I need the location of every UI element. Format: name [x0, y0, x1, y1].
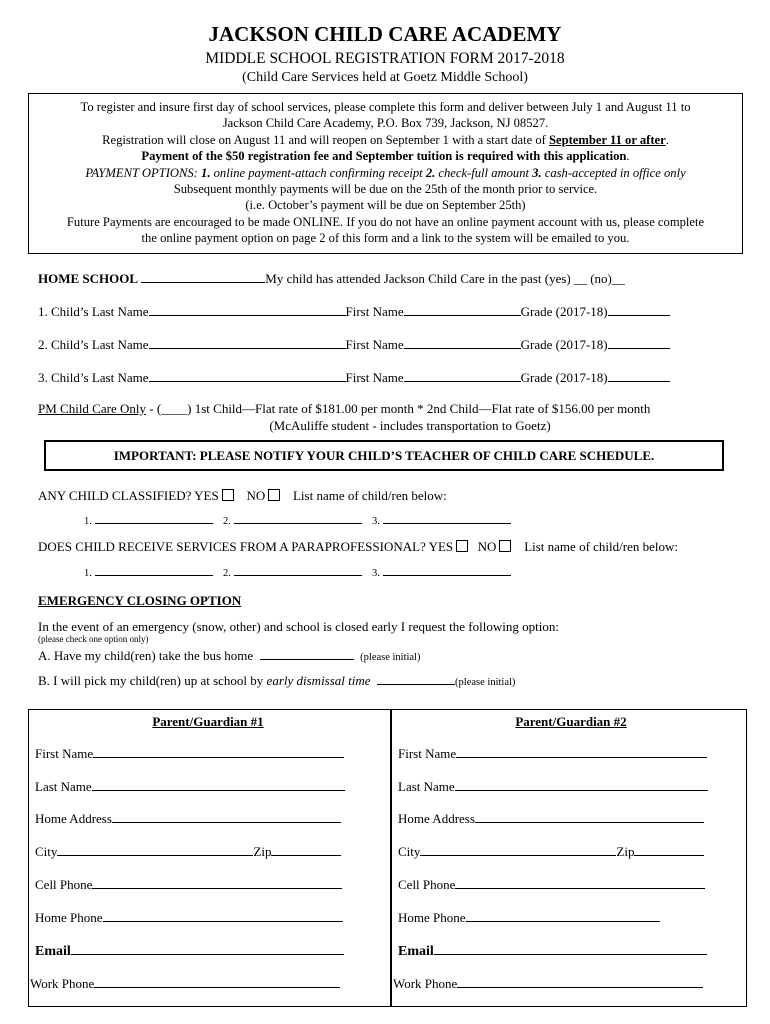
child-grade-field[interactable] — [608, 369, 670, 382]
attended-question: My child has attended Jackson Child Care in the past (yes) __ (no)__ — [265, 271, 625, 286]
classified-names-row: 1. 2. 3. — [84, 513, 511, 527]
option-a-initial-field[interactable] — [260, 647, 354, 660]
guardian-1-work: Work Phone — [30, 975, 340, 992]
guardian-2-home-phone: Home Phone — [398, 909, 660, 926]
child-row: 2. Child’s Last Name First Name Grade (2017-18) — [38, 336, 670, 353]
city-field[interactable] — [420, 843, 616, 856]
city-field[interactable] — [57, 843, 253, 856]
guardian-1-email: Email — [35, 942, 344, 960]
home-school-field[interactable] — [141, 270, 265, 283]
child-first-name-field[interactable] — [404, 369, 521, 382]
child-last-name-field[interactable] — [149, 369, 346, 382]
guardian-1-address: Home Address — [35, 810, 341, 827]
pm-note: (McAuliffe student - includes transportation to Goetz) — [269, 418, 551, 433]
last-name-field[interactable] — [455, 778, 708, 791]
zip-field[interactable] — [634, 843, 704, 856]
guardian-2-cell: Cell Phone — [398, 876, 705, 893]
guardian-1-column — [29, 710, 387, 1006]
option-b-initial-field[interactable] — [377, 672, 455, 685]
home-phone-field[interactable] — [466, 909, 660, 922]
guardian-2-work: Work Phone — [393, 975, 703, 992]
work-phone-field[interactable] — [457, 975, 703, 988]
classified-yes-checkbox[interactable] — [222, 489, 234, 501]
email-field[interactable] — [71, 942, 344, 955]
info-line: (i.e. October’s payment will be due on September 25th) — [245, 198, 526, 213]
paraprofessional-row: DOES CHILD RECEIVE SERVICES FROM A PARAPROFESSIONAL? YES NO List name of child/ren below: — [38, 539, 678, 554]
classified-no-checkbox[interactable] — [268, 489, 280, 501]
guardian-table — [28, 709, 747, 1007]
emergency-option-b: B. I will pick my child(ren) up at school by early dismissal time (please initial) — [38, 673, 516, 688]
para-name-field[interactable] — [234, 565, 362, 576]
home-address-field[interactable] — [112, 810, 341, 823]
cell-phone-field[interactable] — [455, 876, 705, 889]
registration-info-box — [28, 93, 743, 254]
pm-child-care-row — [38, 401, 650, 417]
guardian-2-email: Email — [398, 942, 707, 960]
para-yes-checkbox[interactable] — [456, 540, 468, 552]
classified-name-field[interactable] — [95, 513, 213, 524]
emergency-check-note: (please check one option only) — [38, 634, 149, 644]
classified-name-field[interactable] — [234, 513, 362, 524]
para-no-checkbox[interactable] — [499, 540, 511, 552]
important-notice: IMPORTANT: PLEASE NOTIFY YOUR CHILD’S TEACHER OF CHILD CARE SCHEDULE. — [44, 440, 724, 471]
child-row: 1. Child’s Last Name First Name Grade (2017-18) — [38, 303, 670, 320]
guardian-2-heading: Parent/Guardian #2 — [515, 714, 627, 729]
para-names-row: 1. 2. 3. — [84, 565, 511, 579]
guardian-2-city-zip: City Zip — [398, 843, 704, 860]
child-row: 3. Child’s Last Name First Name Grade (2017-18) — [38, 369, 670, 386]
guardian-2-last-name: Last Name — [398, 778, 708, 795]
child-first-name-field[interactable] — [404, 303, 521, 316]
info-line: the online payment option on page 2 of this form and a link to the system will be emailed to you. — [141, 231, 630, 246]
pm-label: PM Child Care Only — [38, 401, 146, 416]
last-name-field[interactable] — [92, 778, 345, 791]
child-grade-field[interactable] — [608, 303, 670, 316]
info-line: To register and insure first day of school services, please complete this form and deliver between July 1 and August 11 to — [80, 100, 691, 114]
emergency-option-a: A. Have my child(ren) take the bus home (please initial) — [38, 648, 421, 663]
classified-name-field[interactable] — [383, 513, 511, 524]
home-school-row — [38, 270, 625, 287]
guardian-2-address: Home Address — [398, 810, 704, 827]
cell-phone-field[interactable] — [92, 876, 342, 889]
para-name-field[interactable] — [95, 565, 213, 576]
work-phone-field[interactable] — [94, 975, 340, 988]
form-subtitle: MIDDLE SCHOOL REGISTRATION FORM 2017-2018 — [205, 50, 565, 67]
emergency-heading: EMERGENCY CLOSING OPTION — [38, 593, 242, 608]
child-last-name-field[interactable] — [149, 336, 346, 349]
child-last-name-field[interactable] — [149, 303, 346, 316]
start-date: September 11 or after — [549, 132, 666, 147]
info-line: Subsequent monthly payments will be due on the 25th of the month prior to service. — [173, 182, 598, 197]
child-first-name-field[interactable] — [404, 336, 521, 349]
first-name-field[interactable] — [456, 745, 707, 758]
info-line: Registration will close on August 11 and will reopen on September 1 with a start date of September 11 or after. — [102, 132, 669, 147]
zip-field[interactable] — [271, 843, 341, 856]
info-line: Future Payments are encouraged to be made ONLINE. If you do not have an online payment account with us, please complete — [66, 214, 705, 229]
payment-required: Payment of the $50 registration fee and September tuition is required with this application. — [141, 149, 630, 164]
para-name-field[interactable] — [383, 565, 511, 576]
guardian-1-heading: Parent/Guardian #1 — [152, 714, 264, 729]
form-location-note: (Child Care Services held at Goetz Middle School) — [242, 70, 528, 85]
first-name-field[interactable] — [93, 745, 344, 758]
home-address-field[interactable] — [475, 810, 704, 823]
guardian-2-column — [392, 710, 750, 1006]
child-grade-field[interactable] — [608, 336, 670, 349]
guardian-1-cell: Cell Phone — [35, 876, 342, 893]
guardian-1-first-name: First Name — [35, 745, 344, 762]
guardian-2-first-name: First Name — [398, 745, 707, 762]
pm-rates: - (____) 1st Child—Flat rate of $181.00 per month * 2nd Child—Flat rate of $156.00 per month — [145, 401, 651, 416]
guardian-1-home-phone: Home Phone — [35, 909, 343, 926]
emergency-intro: In the event of an emergency (snow, other) and school is closed early I request the following option: — [38, 619, 559, 634]
form-title: JACKSON CHILD CARE ACADEMY — [208, 22, 562, 46]
home-school-label: HOME SCHOOL — [38, 271, 139, 286]
email-field[interactable] — [434, 942, 707, 955]
guardian-1-city-zip: City Zip — [35, 843, 341, 860]
home-phone-field[interactable] — [103, 909, 343, 922]
payment-options: PAYMENT OPTIONS: 1. online payment-attach confirming receipt 2. check-full amount 3. cash-accepted in office only — [85, 165, 686, 180]
guardian-1-last-name: Last Name — [35, 778, 345, 795]
info-line: Jackson Child Care Academy, P.O. Box 739, Jackson, NJ 08527. — [222, 116, 549, 131]
classified-row: ANY CHILD CLASSIFIED? YES NO List name of child/ren below: — [38, 488, 447, 503]
